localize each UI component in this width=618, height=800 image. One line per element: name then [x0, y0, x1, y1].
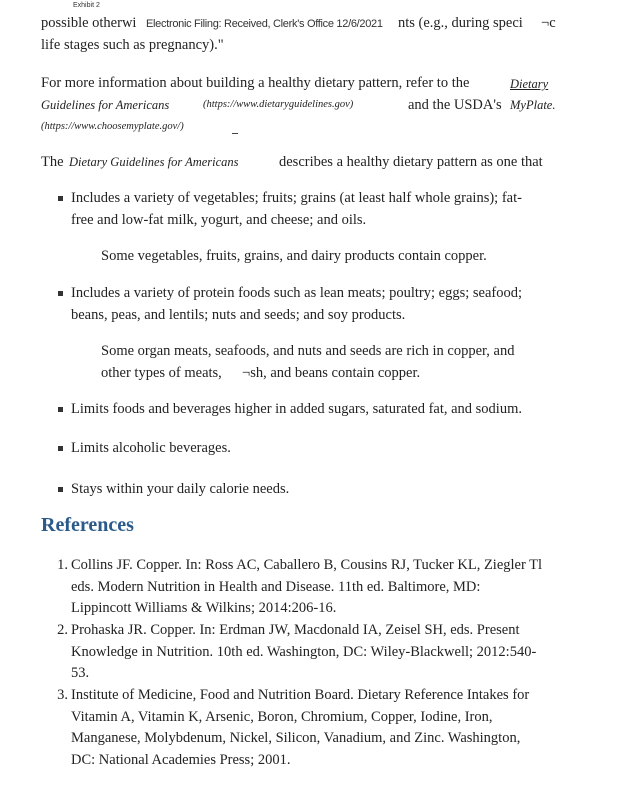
- bullet-5-line-1: Stays within your daily calorie needs.: [71, 481, 290, 497]
- reference-3-line-4: DC: National Academies Press; 2001.: [71, 752, 291, 768]
- note-1: Some vegetables, fruits, grains, and dairy products contain copper.: [101, 248, 487, 264]
- dietary-guidelines-title: Dietary Guidelines for Americans: [69, 155, 239, 169]
- reference-1-line-1: Collins JF. Copper. In: Ross AC, Caballero B, Cousins RJ, Tucker KL, Ziegler Tl: [71, 557, 543, 573]
- reference-number: 1.: [57, 557, 68, 573]
- para1-line1a: possible otherwi: [41, 15, 137, 31]
- dietary-guidelines-link-1[interactable]: Dietary: [510, 77, 549, 91]
- para2-intro: For more information about building a healthy dietary pattern, refer to the: [41, 75, 470, 91]
- ligature-fragment: ¬c: [541, 15, 556, 31]
- bullet-marker: [58, 487, 63, 492]
- dietary-guidelines-link-2[interactable]: Guidelines for Americans: [41, 98, 170, 112]
- bullet-marker: [58, 407, 63, 412]
- reference-3-line-1: Institute of Medicine, Food and Nutrition Board. Dietary Reference Intakes for: [71, 687, 530, 703]
- note-2-line-1: Some organ meats, seafoods, and nuts and seeds are rich in copper, and: [101, 343, 515, 359]
- myplate-link[interactable]: MyPlate.: [510, 98, 556, 112]
- reference-1-line-3: Lippincott Williams & Wilkins; 2014:206-16.: [71, 600, 337, 616]
- bullet-1-line-2: free and low-fat milk, yogurt, and cheese; and oils.: [71, 212, 367, 228]
- reference-3-line-3: Manganese, Molybdenum, Nickel, Silicon, Vanadium, and Zinc. Washington,: [71, 730, 521, 746]
- bullet-1-line-1: Includes a variety of vegetables; fruits; grains (at least half whole grains); fat-: [71, 190, 522, 206]
- exhibit-label: Exhibit 2: [73, 2, 100, 9]
- bullet-marker: [58, 196, 63, 201]
- bullet-2-line-2: beans, peas, and lentils; nuts and seeds; and soy products.: [71, 307, 406, 323]
- bullet-marker: [58, 291, 63, 296]
- dietary-guidelines-url[interactable]: (https://www.dietaryguidelines.gov): [203, 99, 354, 110]
- note-2-line-2b: ¬sh, and beans contain copper.: [242, 365, 421, 381]
- reference-1-line-2: eds. Modern Nutrition in Health and Disease. 11th ed. Baltimore, MD:: [71, 579, 481, 595]
- reference-2-line-1: Prohaska JR. Copper. In: Erdman JW, Macdonald IA, Zeisel SH, eds. Present: [71, 622, 520, 638]
- reference-3-line-2: Vitamin A, Vitamin K, Arsenic, Boron, Chromium, Copper, Iodine, Iron,: [71, 709, 493, 725]
- myplate-url[interactable]: (https://www.choosemyplate.gov/): [41, 121, 184, 132]
- bullet-3-line-1: Limits foods and beverages higher in added sugars, saturated fat, and sodium.: [71, 401, 522, 417]
- note-2-line-2a: other types of meats,: [101, 365, 222, 381]
- para3-rest: describes a healthy dietary pattern as one that: [279, 154, 543, 170]
- para1-line2: life stages such as pregnancy).": [41, 37, 224, 53]
- reference-number: 3.: [57, 687, 68, 703]
- reference-2-line-2: Knowledge in Nutrition. 10th ed. Washington, DC: Wiley-Blackwell; 2012:540-: [71, 644, 537, 660]
- reference-number: 2.: [57, 622, 68, 638]
- bullet-2-line-1: Includes a variety of protein foods such as lean meats; poultry; eggs; seafood;: [71, 285, 522, 301]
- bullet-marker: [58, 446, 63, 451]
- filing-stamp: Electronic Filing: Received, Clerk's Office 12/6/2021: [146, 18, 383, 30]
- para2-and-usda: and the USDA's: [408, 97, 502, 113]
- para1-line1b: nts (e.g., during speci: [398, 15, 523, 31]
- underline-stub: [232, 133, 238, 134]
- para3-the: The: [41, 154, 64, 170]
- reference-2-line-3: 53.: [71, 665, 90, 681]
- references-heading: References: [41, 514, 134, 536]
- bullet-4-line-1: Limits alcoholic beverages.: [71, 440, 231, 456]
